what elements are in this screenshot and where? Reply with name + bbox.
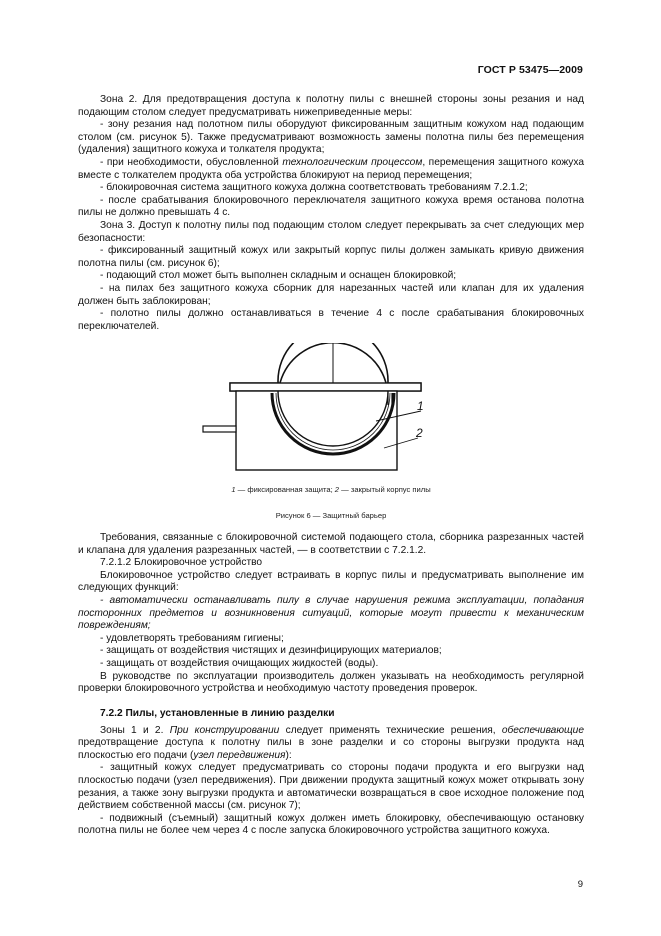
paragraph: - защищать от воздействия чистящих и дезинфицирующих материалов; xyxy=(100,645,442,657)
paragraph: - автоматически останавливать пилу в случае нарушения режима эксплуатации, попадания посторонних предметов и возникновения ситуаций, которые могут привести к механическим повреждениям; xyxy=(78,594,584,632)
document-header: ГОСТ Р 53475—2009 xyxy=(477,64,583,76)
closed-housing xyxy=(236,391,397,470)
paragraph: - подвижный (съемный) защитный кожух должен иметь блокировку, обеспечивающую остановку полотна пилы не более чем через 4 с после запуска блокировочного устройства защитного кожуха. xyxy=(78,812,584,837)
protective-barrier-figure xyxy=(196,343,462,473)
label-1: 1 xyxy=(417,399,424,413)
paragraph: В руководстве по эксплуатации производитель должен указывать на необходимость регулярной проверки блокировочного устройства и необходимую частоту проведения проверок. xyxy=(78,670,584,695)
paragraph: - на пилах без защитного кожуха сборник для нарезанных частей или клапан для их удаления должен быть заблокирован; xyxy=(78,282,584,307)
paragraph: - фиксированный защитный кожух или закрытый корпус пилы должен замыкать кривую движения полотна пилы (см. рисунок 6); xyxy=(78,245,584,269)
paragraph: - зону резания над полотном пилы оборудуют фиксированным защитным кожухом над подающим столом (см. рисунок 5). Также предусматривают возможность замены полотна пилы без перемещения (удаления) защитного кожуха и толкателя продукта; xyxy=(78,119,584,156)
page-number: 9 xyxy=(577,879,583,890)
paragraph: Зона 2. Для предотвращения доступа к полотну пилы с внешней стороны зоны резания и над подающим столом следует предусматривать нижеприведенные меры: xyxy=(78,94,584,118)
paragraph: Требования, связанные с блокировочной системой подающего стола, сборника разрезанных частей и клапана для удаления разрезанных частей, — в соответствии с 7.2.1.2. xyxy=(78,532,584,556)
text-block-interlock xyxy=(78,532,584,696)
paragraph: 7.2.1.2 Блокировочное устройство xyxy=(100,557,263,569)
paragraph: Зоны 1 и 2. При конструировании следует применять технические решения, обеспечивающие предотвращение доступа к полотну пилы в зоне разделки и со стороны выгрузки продукта над плоскостью его подачи (узел передвижения): xyxy=(78,724,584,761)
paragraph: Зона 3. Доступ к полотну пилы под подающим столом следует перекрывать за счет следующих мер безопасности: xyxy=(78,219,584,244)
text-block-7-2-2 xyxy=(78,708,584,838)
paragraph: - после срабатывания блокировочного переключателя защитного кожуха время останова полотна пилы не должно превышать 4 с. xyxy=(78,194,584,219)
paragraph: - защитный кожух следует предусматривать со стороны подачи продукта и его выгрузки над плоскостью подачи (узел передвижения). При движении продукта защитный кожух может открывать зону резания, а также зону выгрузки продукта и автоматически возвращаться в свое исходное положение под действием собственной массы (см. рисунок 7); xyxy=(78,762,584,812)
label-2: 2 xyxy=(416,426,423,440)
paragraph: - при необходимости, обусловленной технологическим процессом, перемещения защитного кожуха вместе с толкателем продукта оба устройства блокируют на период перемещения; xyxy=(78,156,585,181)
text-block-zones-2-3 xyxy=(78,94,584,333)
shaft xyxy=(203,426,236,432)
paragraph: Блокировочное устройство следует встраивать в корпус пилы и предусматривать выполнение им следующих функций: xyxy=(78,569,584,594)
figure-legend: 1 — фиксированная защита; 2 — закрытый корпус пилы xyxy=(231,485,431,494)
paragraph: - удовлетворять требованиям гигиены; xyxy=(100,632,284,644)
paragraph: - блокировочная система защитного кожуха должна соответствовать требованиям 7.2.1.2; xyxy=(100,182,528,194)
paragraph: - полотно пилы должно останавливаться в течение 4 с после срабатывания блокировочных переключателей. xyxy=(78,308,584,332)
figure-caption: Рисунок 6 — Защитный барьер xyxy=(275,511,387,520)
paragraph: - подающий стол может быть выполнен складным и оснащен блокировкой; xyxy=(100,270,457,282)
paragraph: - защищать от воздействия очищающих жидкостей (воды). xyxy=(100,657,379,669)
section-heading: 7.2.2 Пилы, установленные в линию разделки xyxy=(100,708,335,719)
